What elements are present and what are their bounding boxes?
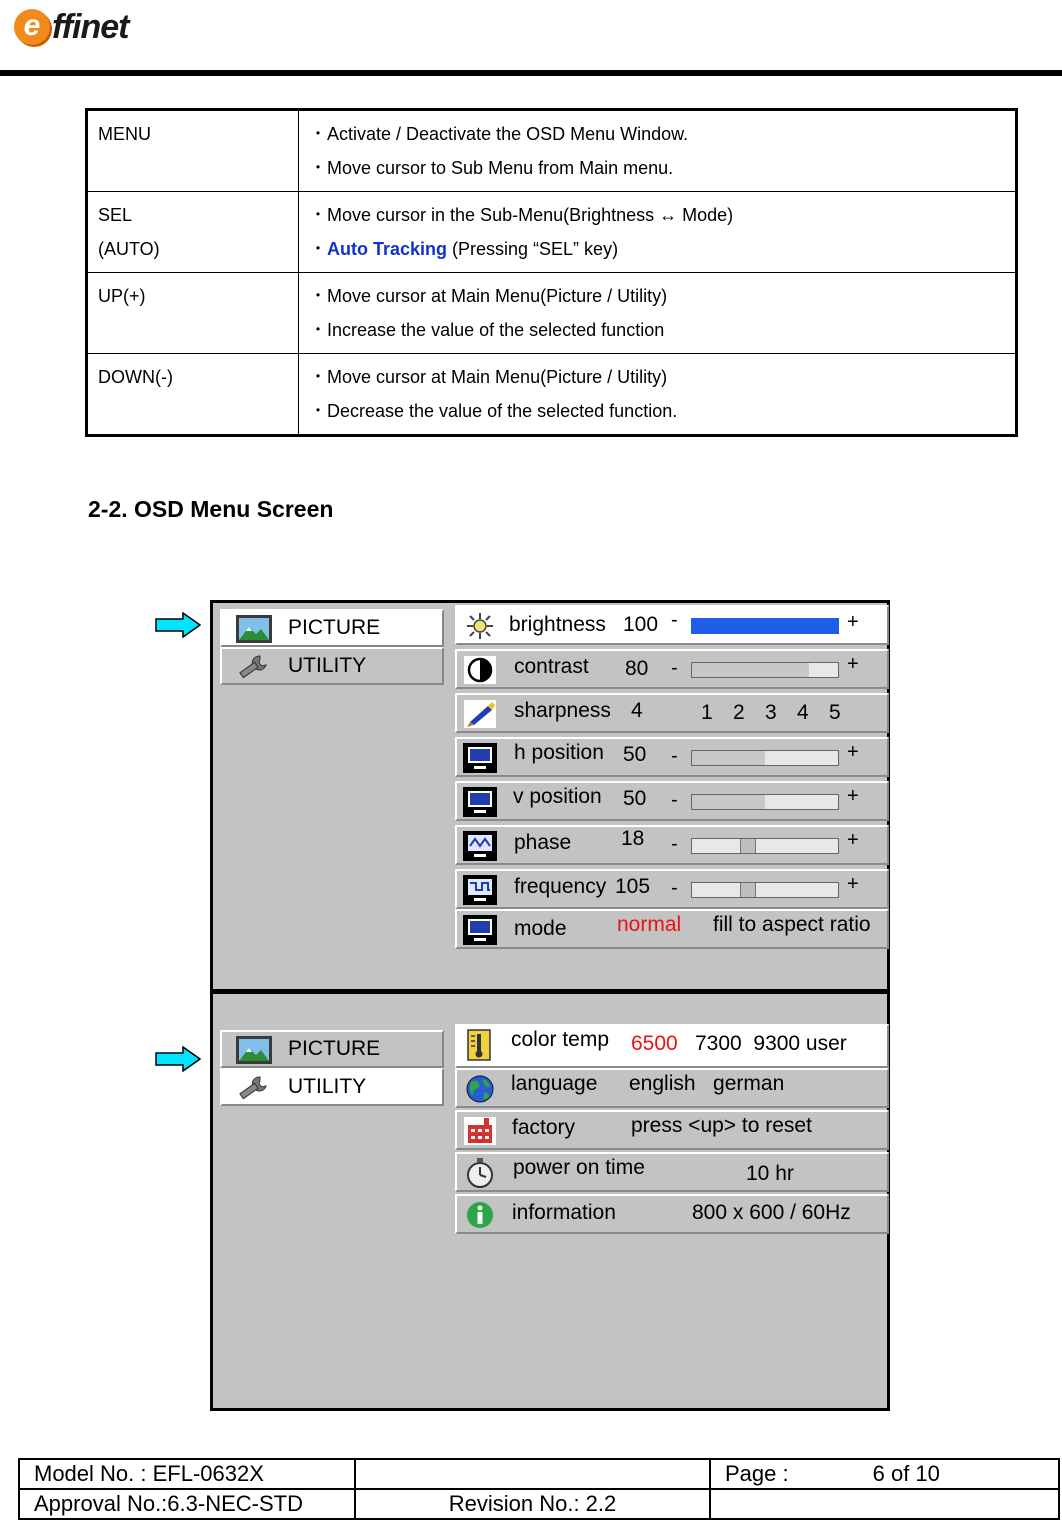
tab-picture[interactable]: PICTURE [220, 1030, 444, 1068]
phase-icon [462, 830, 498, 862]
revision-number: Revision No.: 2.2 [355, 1489, 710, 1519]
menu-row-h-position[interactable]: h position 50 - + [455, 737, 889, 777]
menu-row-mode[interactable]: mode normal fill to aspect ratio [455, 909, 889, 949]
sharpness-step[interactable]: 4 [797, 701, 809, 724]
footer-blank [710, 1489, 1059, 1519]
desc-cell: ・Move cursor at Main Menu(Picture / Utility) ・Decrease the value of the selected function. [299, 354, 1017, 436]
increase-button[interactable]: + [847, 611, 859, 633]
key-cell: UP(+) [87, 273, 299, 354]
picture-icon [236, 1036, 272, 1064]
key-cell: SEL (AUTO) [87, 192, 299, 273]
increase-button[interactable]: + [847, 653, 859, 675]
menu-row-phase[interactable]: phase 18 - + [455, 825, 889, 865]
monitor-icon [462, 742, 498, 774]
osd-picture-menu [210, 600, 890, 992]
increase-button[interactable]: + [847, 785, 859, 807]
approval-number: Approval No.:6.3-NEC-STD [19, 1489, 355, 1519]
auto-tracking-highlight: Auto Tracking [327, 239, 448, 259]
contrast-icon [462, 654, 498, 686]
frequency-icon [462, 874, 498, 906]
tab-utility[interactable]: UTILITY [220, 1068, 444, 1106]
menu-row-frequency[interactable]: frequency 105 - + [455, 869, 889, 909]
slider-thumb[interactable] [740, 839, 756, 853]
color-temp-selected[interactable]: 6500 [631, 1032, 678, 1055]
menu-row-power-on-time[interactable]: power on time 10 hr [455, 1152, 889, 1192]
contrast-slider[interactable] [691, 662, 839, 678]
menu-row-v-position[interactable]: v position 50 - + [455, 781, 889, 821]
sharpness-step[interactable]: 2 [733, 701, 745, 724]
picture-icon [236, 615, 272, 643]
table-row [87, 192, 1017, 273]
power-on-time-value: 10 hr [746, 1162, 794, 1185]
decrease-button[interactable]: - [671, 877, 678, 899]
menu-row-brightness[interactable]: brightness 100 - + [455, 605, 889, 645]
key-cell: DOWN(-) [87, 354, 299, 436]
table-row [19, 1459, 1059, 1489]
desc-cell: ・Activate / Deactivate the OSD Menu Window. ・Move cursor to Sub Menu from Main menu. [299, 110, 1017, 192]
frequency-slider[interactable] [691, 882, 839, 898]
menu-row-factory[interactable]: factory press <up> to reset [455, 1110, 889, 1150]
desc-cell: ・Move cursor at Main Menu(Picture / Utility) ・Increase the value of the selected function [299, 273, 1017, 354]
globe-icon [462, 1073, 498, 1105]
brightness-icon [462, 610, 498, 642]
monitor-icon [462, 914, 498, 946]
factory-reset-hint: press <up> to reset [631, 1114, 812, 1137]
sharpness-step[interactable]: 1 [701, 701, 713, 724]
tab-utility[interactable]: UTILITY [220, 647, 444, 685]
table-row [87, 110, 1017, 192]
decrease-button[interactable]: - [671, 609, 678, 631]
page-cell: Page : 6 of 10 [710, 1459, 1059, 1489]
table-row [19, 1489, 1059, 1519]
h-position-slider[interactable] [691, 750, 839, 766]
brightness-slider[interactable] [691, 618, 839, 634]
header-rule [0, 70, 1062, 76]
slider-thumb[interactable] [740, 883, 756, 897]
phase-slider[interactable] [691, 838, 839, 854]
resolution-value: 800 x 600 / 60Hz [692, 1201, 851, 1224]
footer-blank [355, 1459, 710, 1489]
info-icon [462, 1199, 498, 1231]
section-title: 2-2. OSD Menu Screen [88, 496, 334, 522]
sharpness-step[interactable]: 3 [765, 701, 777, 724]
menu-row-color-temp[interactable]: color temp 6500 7300 9300 user [455, 1024, 889, 1068]
menu-row-information[interactable]: information 800 x 600 / 60Hz [455, 1194, 889, 1234]
desc-cell: ・Move cursor in the Sub-Menu(Brightness ↔ Mode) ・Auto Tracking (Pressing “SEL” key) [299, 192, 1017, 273]
wrench-icon [236, 1074, 272, 1102]
factory-icon [462, 1115, 498, 1147]
color-temp-options[interactable]: 7300 9300 user [695, 1032, 847, 1055]
arrow-right-icon [155, 1046, 201, 1072]
sharpness-icon [462, 698, 498, 730]
model-number: Model No. : EFL-0632X [19, 1459, 355, 1489]
language-options[interactable]: english german [629, 1072, 785, 1095]
logo-mark: e [14, 9, 50, 45]
increase-button[interactable]: + [847, 741, 859, 763]
decrease-button[interactable]: - [671, 657, 678, 679]
key-cell: MENU [87, 110, 299, 192]
mode-option[interactable]: fill to aspect ratio [713, 913, 871, 936]
tab-picture[interactable]: PICTURE [220, 609, 444, 647]
thermometer-icon [462, 1029, 498, 1061]
menu-row-sharpness[interactable]: sharpness 4 1 2 3 4 5 [455, 693, 889, 733]
footer-table [18, 1458, 1060, 1520]
v-position-slider[interactable] [691, 794, 839, 810]
decrease-button[interactable]: - [671, 745, 678, 767]
key-function-table [85, 108, 1018, 437]
arrow-right-icon [155, 612, 201, 638]
table-row [87, 273, 1017, 354]
mode-selected[interactable]: normal [617, 913, 682, 936]
monitor-icon [462, 786, 498, 818]
effinet-logo [14, 2, 128, 52]
menu-row-language[interactable]: language english german [455, 1068, 889, 1108]
logo-text: ffinet [52, 7, 129, 46]
wrench-icon [236, 653, 272, 681]
table-row [87, 354, 1017, 436]
sharpness-step[interactable]: 5 [829, 701, 841, 724]
decrease-button[interactable]: - [671, 789, 678, 811]
increase-button[interactable]: + [847, 829, 859, 851]
menu-row-contrast[interactable]: contrast 80 - + [455, 649, 889, 689]
increase-button[interactable]: + [847, 873, 859, 895]
osd-utility-menu [210, 991, 890, 1411]
stopwatch-icon [462, 1157, 498, 1189]
decrease-button[interactable]: - [671, 833, 678, 855]
